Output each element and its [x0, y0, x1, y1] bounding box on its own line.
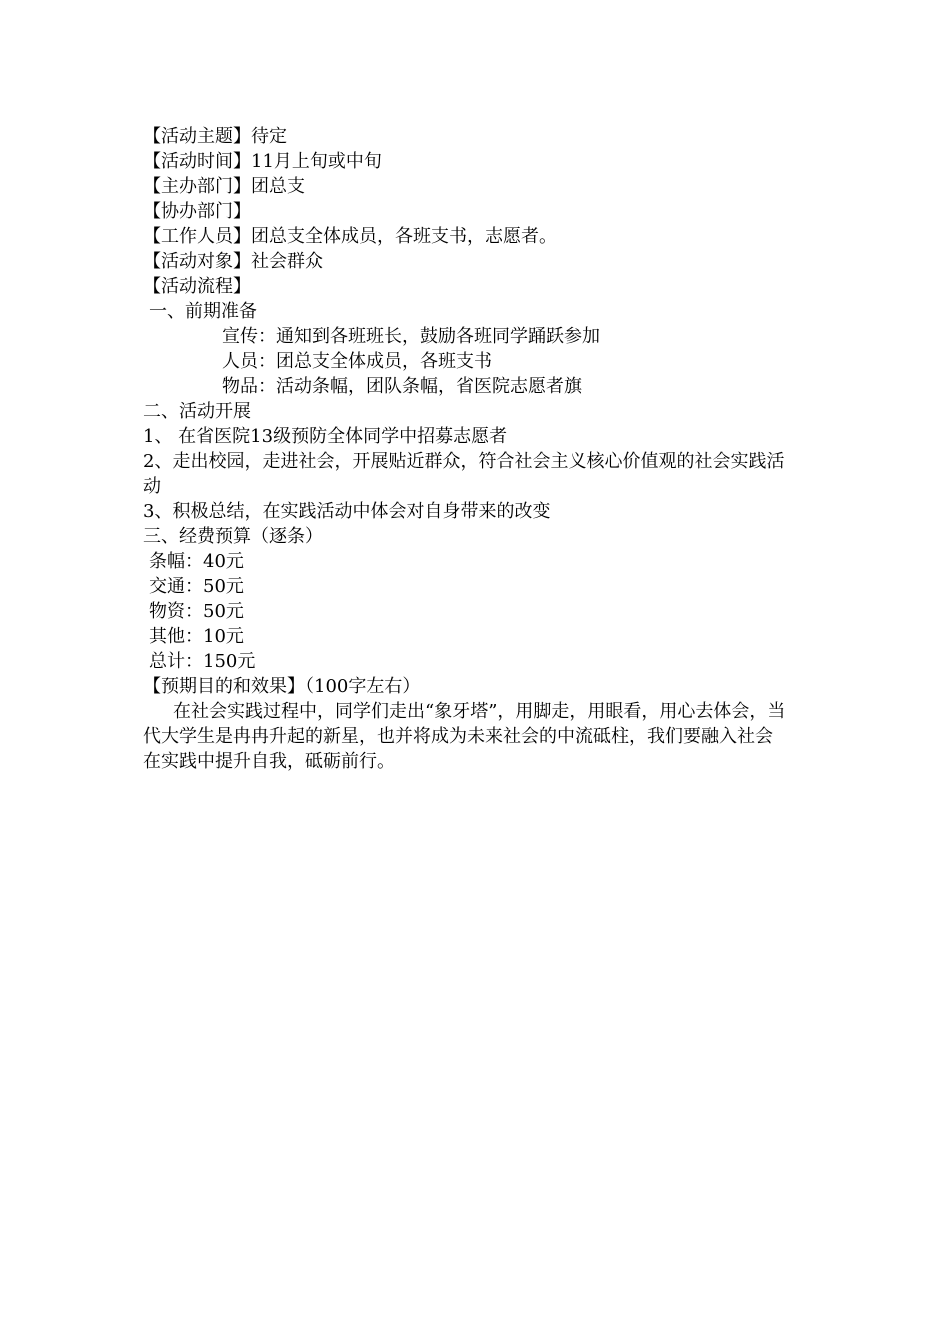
section2-title: 二、活动开展: [143, 401, 251, 422]
budget-item-transport: 交通：50元: [149, 576, 244, 597]
budget-item-banner: 条幅：40元: [149, 551, 244, 572]
section1-title: 一、前期准备: [149, 301, 257, 322]
budget-item-total: 总计：150元: [149, 651, 256, 672]
header-line-target: 【活动对象】社会群众: [143, 251, 323, 272]
header-line-theme: 【活动主题】待定: [143, 126, 287, 147]
section2-item-2-cont: 动: [143, 476, 161, 497]
budget-item-other: 其他：10元: [149, 626, 244, 647]
section1-item-materials: 物品：活动条幅，团队条幅，省医院志愿者旗: [222, 376, 582, 397]
section2-item-2: 2、走出校园，走进社会，开展贴近群众，符合社会主义核心价值观的社会实践活: [143, 451, 785, 472]
header-line-cohost: 【协办部门】: [143, 201, 251, 222]
section2-item-1: 1、 在省医院13级预防全体同学中招募志愿者: [143, 426, 508, 447]
header-line-staff: 【工作人员】团总支全体成员，各班支书，志愿者。: [143, 226, 557, 247]
header-line-host: 【主办部门】团总支: [143, 176, 305, 197]
header-line-time: 【活动时间】11月上旬或中旬: [143, 151, 382, 172]
section1-item-publicity: 宣传：通知到各班班长，鼓励各班同学踊跃参加: [222, 326, 600, 347]
section2-item-3: 3、积极总结，在实践活动中体会对自身带来的改变: [143, 501, 551, 522]
header-line-process: 【活动流程】: [143, 276, 251, 297]
expected-paragraph-line-3: 在实践中提升自我，砥砺前行。: [143, 751, 395, 772]
budget-item-supplies: 物资：50元: [149, 601, 244, 622]
section3-title: 三、经费预算（逐条）: [143, 526, 323, 547]
expected-title: 【预期目的和效果】（100字左右）: [143, 676, 421, 697]
section1-item-personnel: 人员：团总支全体成员，各班支书: [222, 351, 492, 372]
expected-paragraph-line-2: 代大学生是冉冉升起的新星，也并将成为未来社会的中流砥柱，我们要融入社会: [143, 726, 773, 747]
document-body: [143, 124, 811, 774]
expected-paragraph-line-1: 在社会实践过程中，同学们走出“象牙塔”，用脚走，用眼看，用心去体会，当: [173, 701, 786, 722]
